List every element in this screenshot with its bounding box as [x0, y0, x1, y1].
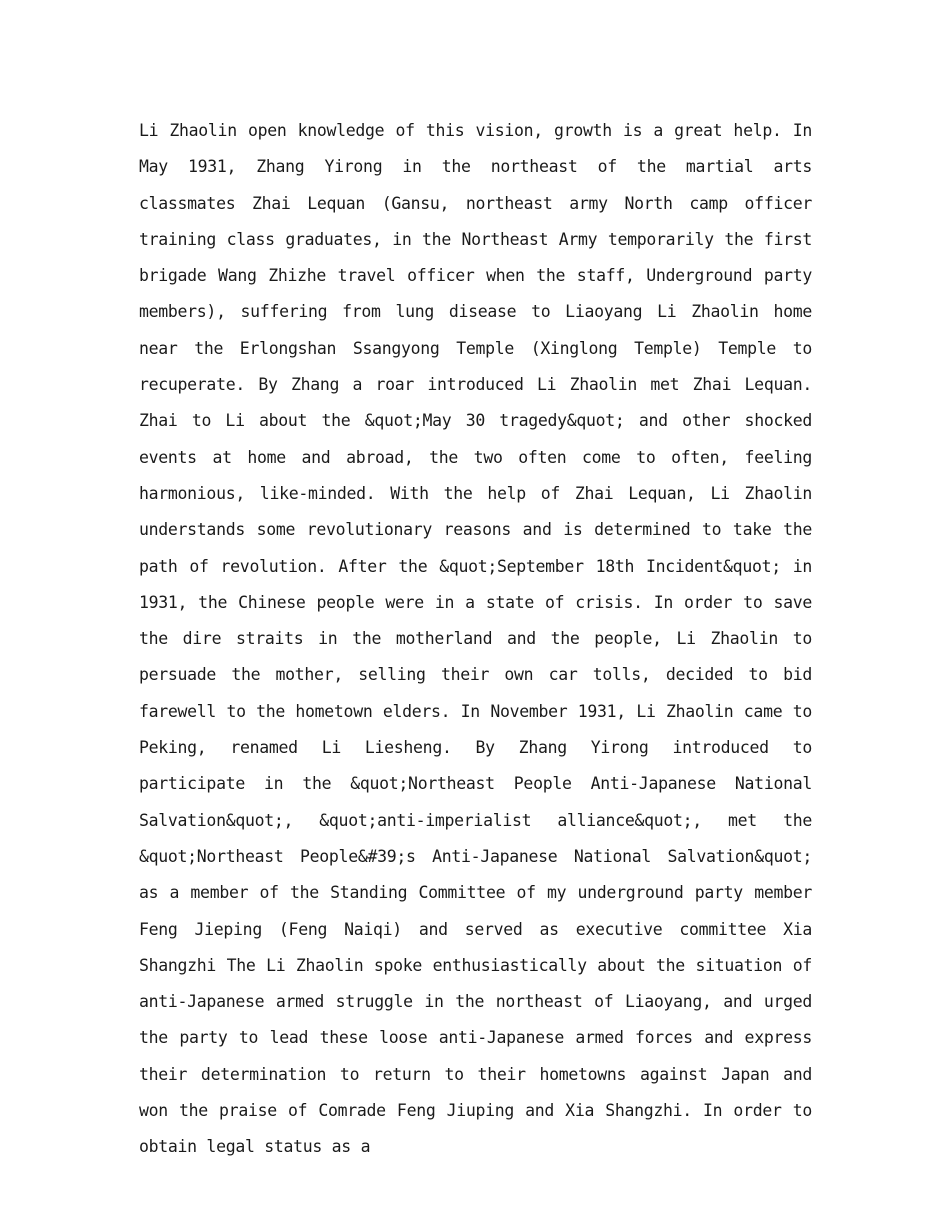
body-paragraph: Li Zhaolin open knowledge of this vision, growth is a great help. In May 1931, Zhang Yirong in the northeast of the martial arts classmates Zhai Lequan (Gansu, northeast army North camp officer training class graduates, in the Northeast Army temporarily the first brigade Wang Zhizhe travel officer when the staff, Underground party members), suffering from lung disease to Liaoyang Li Zhaolin home near the Erlongshan Ssangyong Temple (Xinglong Temple) Temple to recuperate. By Zhang a roar introduced Li Zhaolin met Zhai Lequan. Zhai to Li about the &quot;May 30 tragedy&quot; and other shocked events at home and abroad, the two often come to often, feeling harmonious, like-minded. With the help of Zhai Lequan, Li Zhaolin understands some revolutionary reasons and is determined to take the path of revolution. After the &quot;September 18th Incident&quot; in 1931, the Chinese people were in a state of crisis. In order to save the dire straits in the motherland and the people, Li Zhaolin to persuade the mother, selling their own car tolls, decided to bid farewell to the hometown elders. In November 1931, Li Zhaolin came to Peking, renamed Li Liesheng. By Zhang Yirong introduced to participate in the &quot;Northeast People Anti-Japanese National Salvation&quot;, &quot;anti-imperialist alliance&quot;, met the &quot;Northeast People&#39;s Anti-Japanese National Salvation&quot; as a member of the Standing Committee of my underground party member Feng Jieping (Feng Naiqi) and served as executive committee Xia Shangzhi The Li Zhaolin spoke enthusiastically about the situation of anti-Japanese armed struggle in the northeast of Liaoyang, and urged the party to lead these loose anti-Japanese armed forces and express their determination to return to their hometowns against Japan and won the praise of Comrade Feng Jiuping and Xia Shangzhi. In order to obtain legal status as a	[139, 121, 812, 1157]
